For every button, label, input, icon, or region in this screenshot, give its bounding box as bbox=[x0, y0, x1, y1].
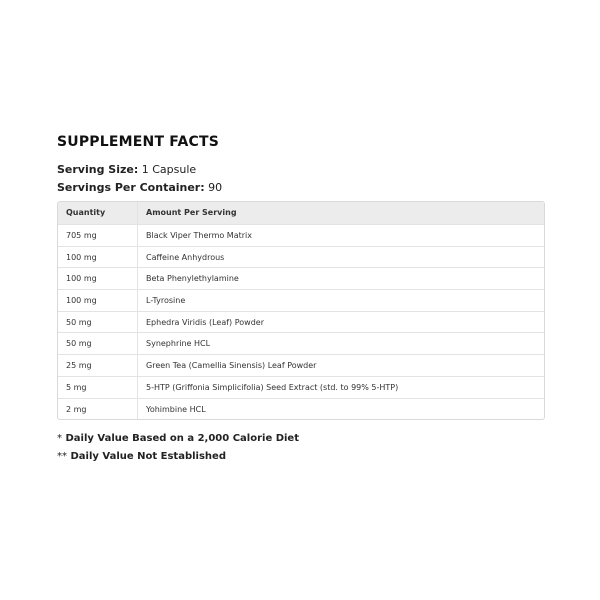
row-ingredient: L-Tyrosine bbox=[146, 296, 186, 306]
table-row bbox=[58, 289, 544, 311]
row-ingredient: Caffeine Anhydrous bbox=[146, 252, 225, 262]
row-ingredient: 5-HTP (Griffonia Simplicifolia) Seed Extract (std. to 99% 5-HTP) bbox=[146, 382, 399, 392]
header-amount-per-serving: Amount Per Serving bbox=[146, 208, 237, 217]
table-row bbox=[58, 246, 544, 268]
panel-title: SUPPLEMENT FACTS bbox=[57, 134, 219, 150]
row-quantity: 2 mg bbox=[58, 399, 138, 420]
table-row bbox=[58, 332, 544, 354]
header-quantity: Quantity bbox=[58, 202, 138, 224]
table-row bbox=[58, 354, 544, 376]
row-quantity: 705 mg bbox=[58, 225, 138, 246]
row-quantity: 100 mg bbox=[58, 268, 138, 289]
table-row bbox=[58, 311, 544, 333]
row-quantity: 50 mg bbox=[58, 312, 138, 333]
row-quantity: 100 mg bbox=[58, 247, 138, 268]
row-ingredient: Green Tea (Camellia Sinensis) Leaf Powder bbox=[146, 361, 317, 371]
table-header-row bbox=[58, 202, 544, 224]
table-row bbox=[58, 398, 544, 420]
servings-per-container-label: Servings Per Container: bbox=[57, 181, 205, 194]
servings-per-container bbox=[57, 180, 543, 196]
row-ingredient: Ephedra Viridis (Leaf) Powder bbox=[146, 317, 264, 327]
row-quantity: 50 mg bbox=[58, 333, 138, 354]
footnote-marker: ** bbox=[57, 451, 67, 463]
row-quantity: 100 mg bbox=[58, 290, 138, 311]
row-ingredient: Black Viper Thermo Matrix bbox=[146, 231, 252, 240]
table-row bbox=[58, 376, 544, 398]
row-quantity: 25 mg bbox=[58, 355, 138, 376]
supplement-facts-panel bbox=[57, 133, 543, 466]
footnote-text: Daily Value Based on a 2,000 Calorie Diet bbox=[62, 433, 299, 445]
table-row bbox=[58, 224, 544, 246]
serving-size-value: 1 Capsule bbox=[138, 163, 197, 176]
row-quantity: 5 mg bbox=[58, 377, 138, 398]
row-ingredient: Yohimbine HCL bbox=[146, 404, 206, 414]
supplement-table bbox=[57, 201, 545, 420]
row-ingredient: Synephrine HCL bbox=[146, 339, 211, 349]
row-ingredient: Beta Phenylethylamine bbox=[146, 274, 239, 284]
footnotes bbox=[57, 430, 543, 466]
footnote-daily-value bbox=[57, 430, 543, 448]
footnote-text: Daily Value Not Established bbox=[67, 451, 226, 463]
table-row bbox=[58, 267, 544, 289]
serving-size-label: Serving Size: bbox=[57, 163, 139, 176]
footnote-not-established bbox=[57, 448, 543, 466]
footnote-marker: * bbox=[57, 433, 62, 445]
servings-per-container-value: 90 bbox=[204, 181, 223, 194]
serving-size bbox=[57, 162, 543, 178]
